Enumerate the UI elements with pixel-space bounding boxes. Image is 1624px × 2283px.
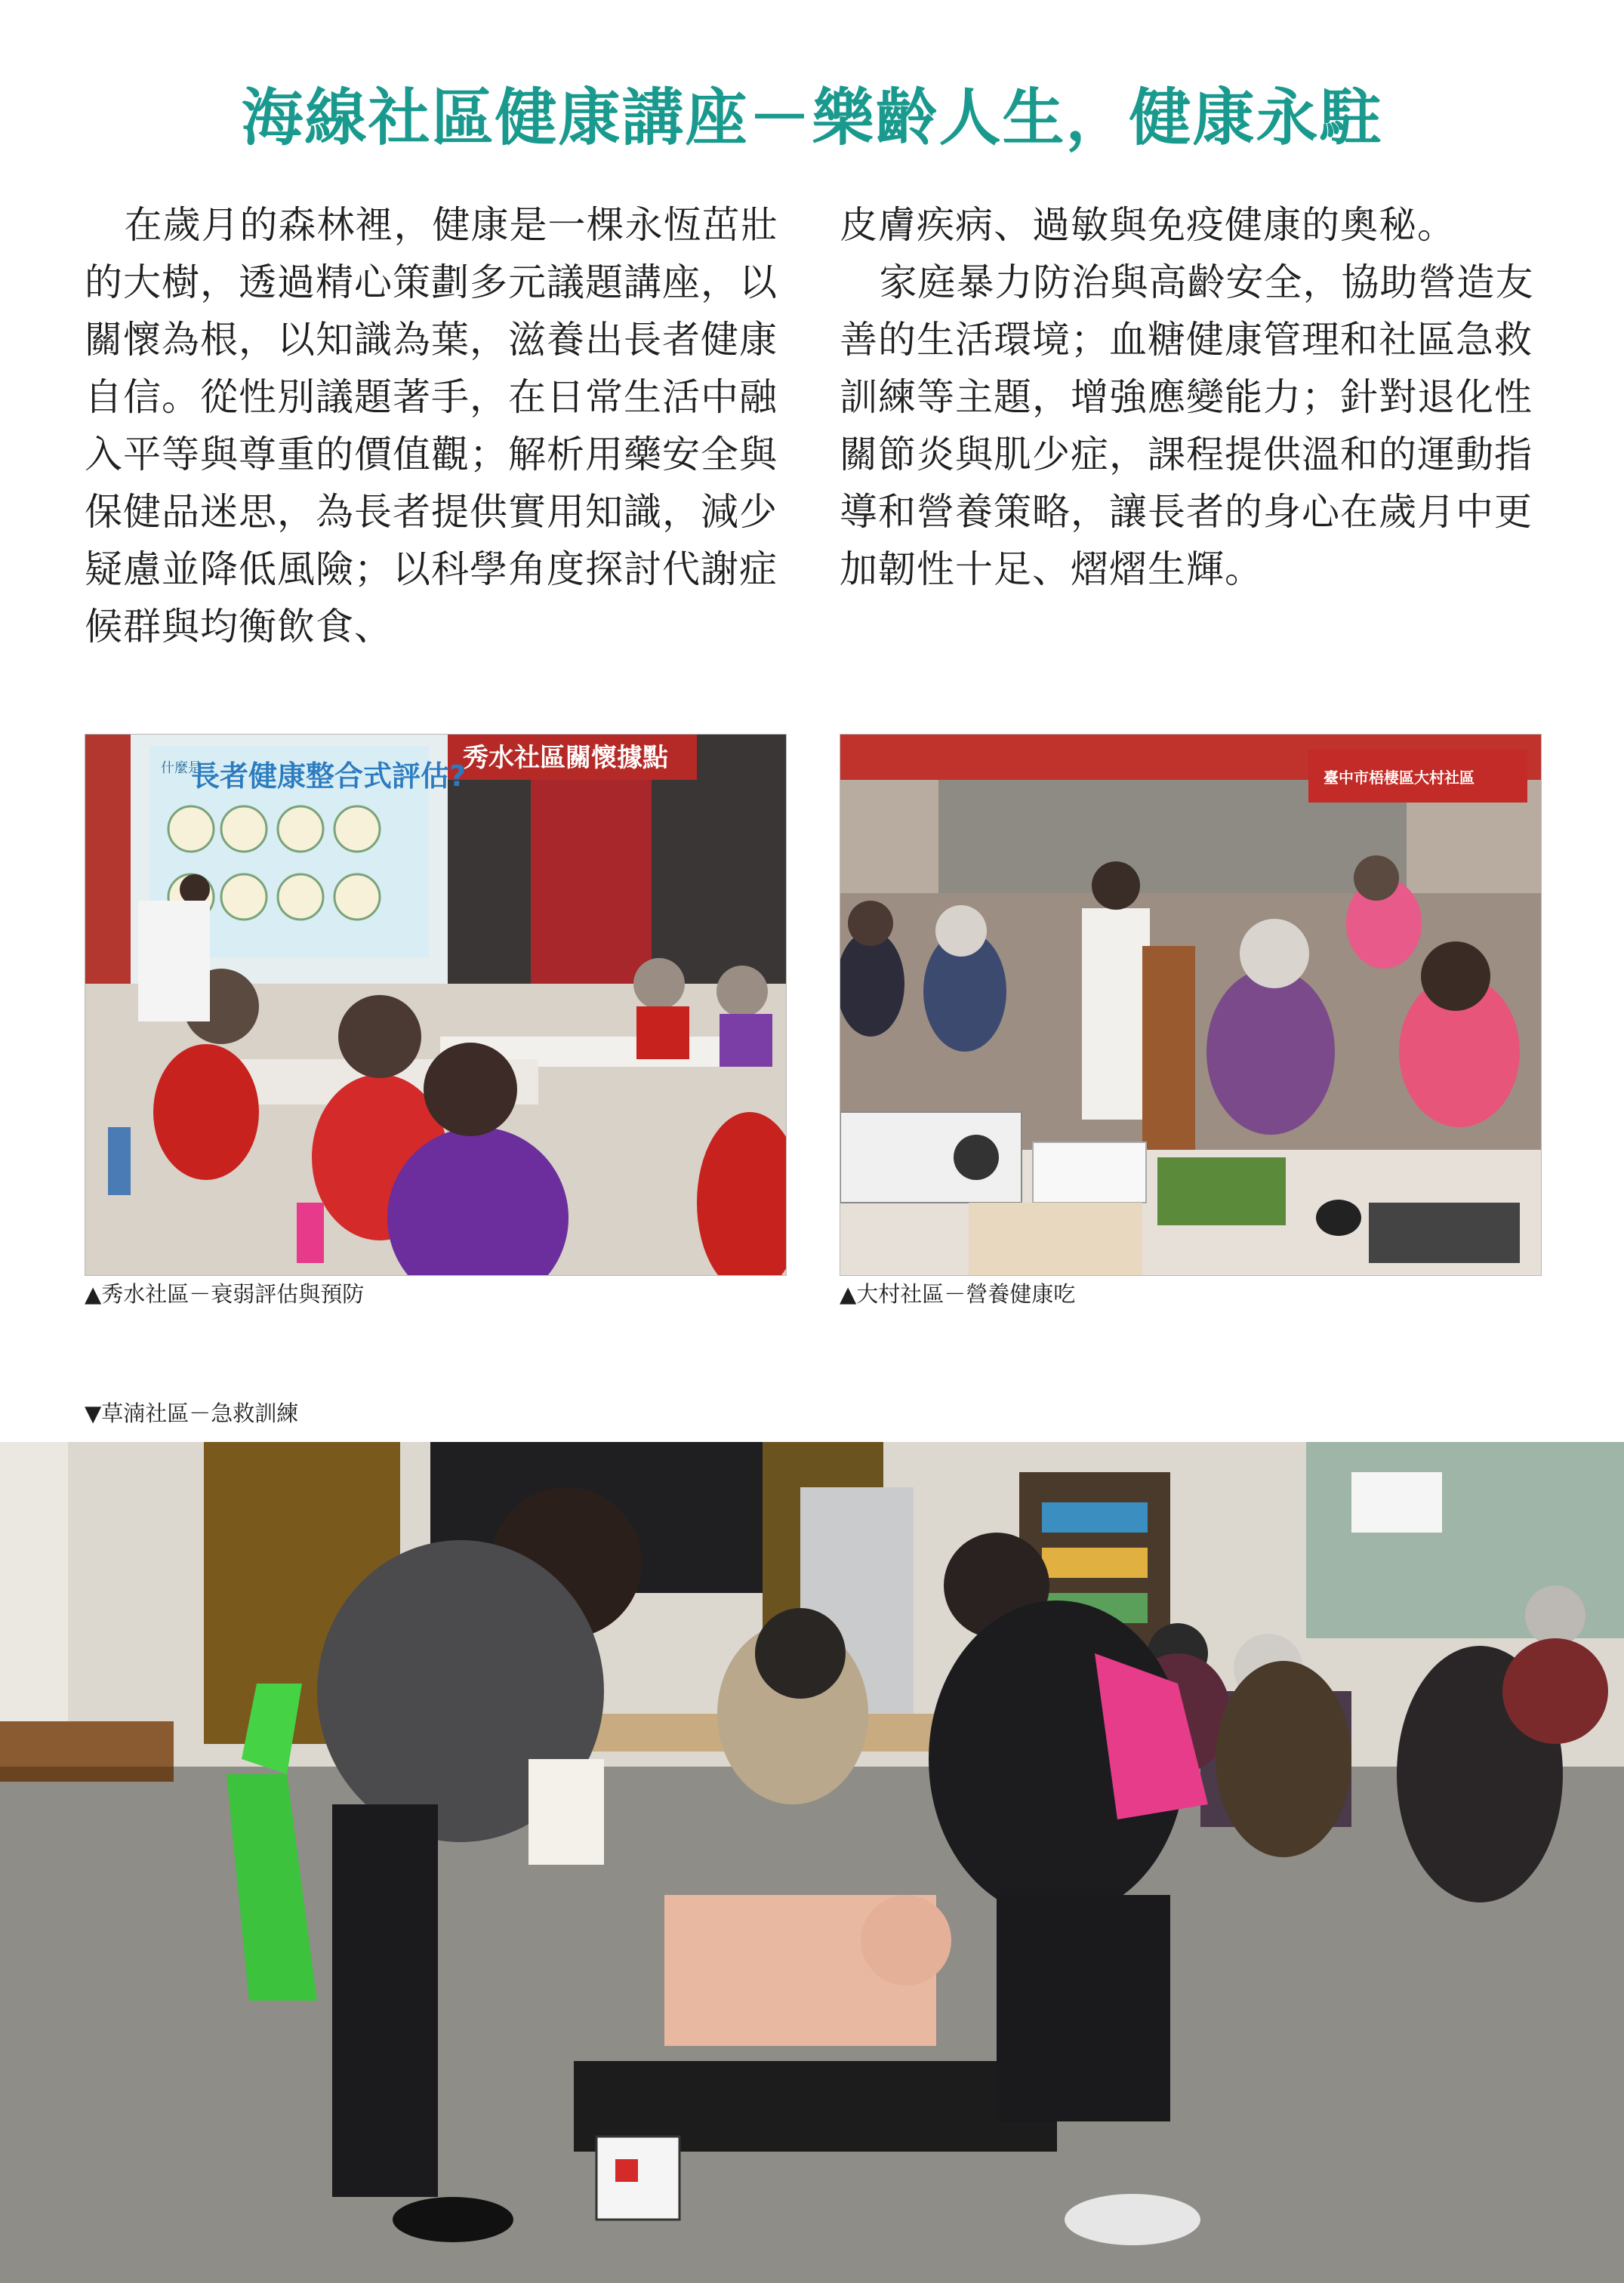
article-title: 海線社區健康講座－樂齡人生，健康永駐	[241, 82, 1383, 154]
photo-xiushui-lecture	[85, 734, 787, 1276]
banner-text: 臺中市梧棲區大村社區	[1324, 769, 1475, 787]
banner-text: 秀水社區關懷據點	[463, 743, 668, 773]
slide-tag: 什麼是	[161, 760, 202, 776]
body-paragraph: 在歲月的森林裡，健康是一棵永恆茁壯的大樹，透過精心策劃多元議題講座，以關懷為根，以知識為葉，滋養出長者健康自信。從性別議題著手，在日常生活中融入平等與尊重的價值觀；解析用藥安全與保健品迷思，為長者提供實用知識，減少疑慮並降低風險；以科學角度探討代謝症候群與均衡飲食、	[85, 203, 779, 649]
photo-caonan-cpr-training	[0, 1442, 1624, 2283]
photo-caonan-illustration	[0, 1442, 1624, 2283]
body-paragraph-continued: 皮膚疾病、過敏與免疫健康的奧秘。	[840, 203, 1456, 247]
photo-2-caption: ▲大村社區－營養健康吃	[840, 1281, 1076, 1307]
left-text-column	[85, 196, 787, 655]
right-text-column	[840, 196, 1542, 598]
slide-heading: 長者健康整合式評估?	[191, 759, 467, 793]
photo-xiushui-illustration	[85, 735, 786, 1275]
photo-dacun-illustration	[840, 735, 1541, 1275]
photo-dacun-nutrition	[840, 734, 1542, 1276]
body-paragraph: 家庭暴力防治與高齡安全，協助營造友善的生活環境；血糖健康管理和社區急救訓練等主題，增強應變能力；針對退化性關節炎與肌少症，課程提供溫和的運動指導和營養策略，讓長者的身心在歲月中更加韌性十足、熠熠生輝。	[840, 260, 1534, 591]
photo-1-caption: ▲秀水社區－衰弱評估與預防	[85, 1281, 365, 1307]
photo-3-caption: ▼草湳社區－急救訓練	[85, 1400, 299, 1426]
